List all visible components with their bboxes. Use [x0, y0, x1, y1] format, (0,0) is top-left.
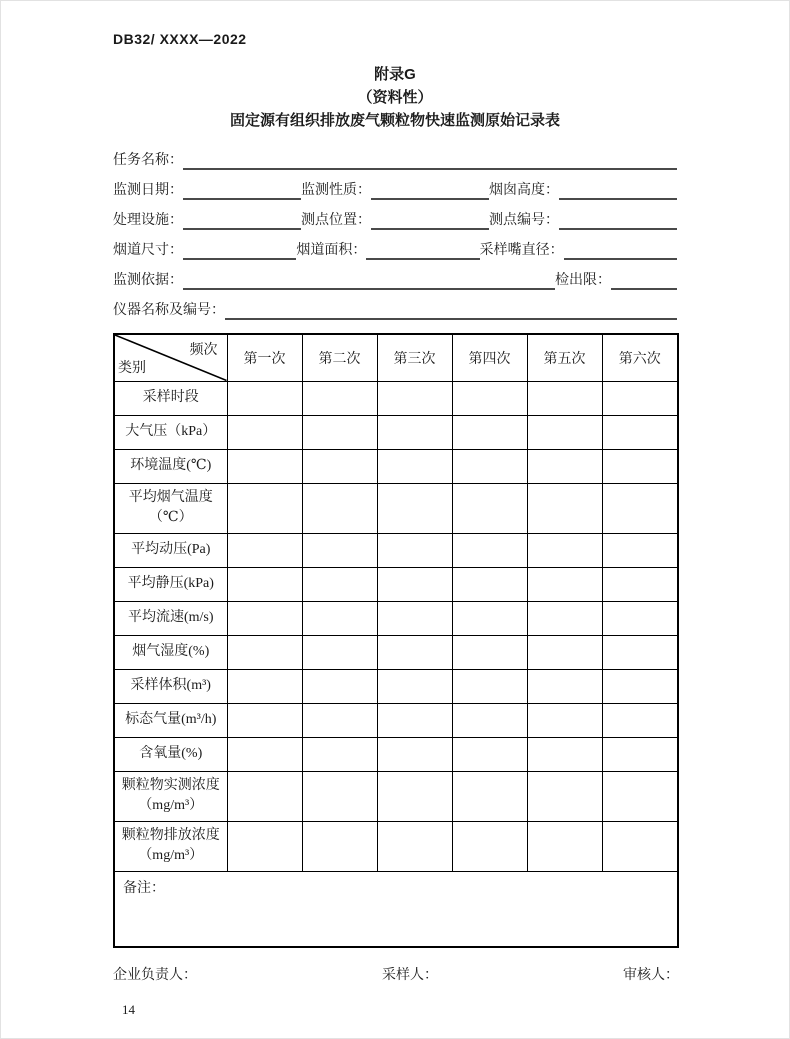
table-cell	[527, 669, 602, 703]
table-row-sampling-period	[114, 381, 678, 415]
row-label: 环境温度(℃)	[114, 449, 227, 483]
stack-height-label: 烟囱高度：	[489, 183, 559, 198]
table-cell	[527, 703, 602, 737]
table-cell	[602, 415, 678, 449]
table-cell	[377, 821, 452, 871]
record-table	[113, 333, 679, 948]
table-cell	[452, 483, 527, 533]
point-number-label: 测点编号：	[489, 213, 559, 228]
table-cell	[452, 415, 527, 449]
table-cell	[377, 483, 452, 533]
point-number-blank	[559, 212, 677, 230]
table-cell	[302, 601, 377, 635]
table-row-flue-gas-humidity	[114, 635, 678, 669]
monitor-nature-label: 监测性质：	[301, 183, 371, 198]
table-row-avg-flue-gas-temperature	[114, 483, 678, 533]
table-cell	[527, 635, 602, 669]
row-label: 平均流速(m/s)	[114, 601, 227, 635]
monitor-date-blank	[183, 182, 301, 200]
table-cell	[377, 669, 452, 703]
monitor-basis-blank	[183, 272, 555, 290]
table-cell	[227, 533, 302, 567]
table-row-ambient-temperature	[114, 449, 678, 483]
page-number: 14	[122, 1002, 135, 1017]
row-label: 颗粒物实测浓度 （mg/m³）	[114, 771, 227, 821]
table-cell	[452, 821, 527, 871]
table-row-oxygen-content	[114, 737, 678, 771]
treatment-facility-blank	[183, 212, 301, 230]
table-cell	[302, 533, 377, 567]
table-row-avg-dynamic-pressure	[114, 533, 678, 567]
table-cell	[452, 381, 527, 415]
table-cell	[302, 703, 377, 737]
table-cell	[227, 449, 302, 483]
table-cell	[377, 381, 452, 415]
table-cell	[452, 737, 527, 771]
table-cell	[377, 703, 452, 737]
nozzle-diameter-blank	[564, 242, 677, 260]
table-cell	[452, 703, 527, 737]
column-header-3: 第三次	[377, 334, 452, 381]
form-title: 固定源有组织排放废气颗粒物快速监测原始记录表	[229, 112, 560, 129]
table-cell	[302, 771, 377, 821]
task-name-blank	[183, 152, 677, 170]
table-cell	[227, 381, 302, 415]
table-cell	[527, 415, 602, 449]
table-cell	[377, 737, 452, 771]
table-cell	[527, 567, 602, 601]
table-row-avg-static-pressure	[114, 567, 678, 601]
table-row-sampling-volume	[114, 669, 678, 703]
table-cell	[377, 567, 452, 601]
duct-size-label: 烟道尺寸：	[113, 243, 183, 258]
monitor-date-label: 监测日期：	[113, 183, 183, 198]
sampler-label: 采样人：	[382, 968, 438, 983]
corner-cell	[114, 334, 227, 381]
table-cell	[302, 381, 377, 415]
table-cell	[227, 821, 302, 871]
row-label: 烟气湿度(%)	[114, 635, 227, 669]
table-cell	[227, 483, 302, 533]
form-header-fields	[113, 148, 677, 320]
form-row-date	[113, 178, 677, 200]
form-row-instrument	[113, 298, 677, 320]
column-header-4: 第四次	[452, 334, 527, 381]
nozzle-diameter-label: 采样嘴直径：	[479, 243, 564, 258]
form-row-treatment	[113, 208, 677, 230]
table-cell	[527, 821, 602, 871]
detection-limit-label: 检出限：	[555, 273, 611, 288]
row-label: 平均烟气温度 （℃）	[114, 483, 227, 533]
table-cell	[452, 533, 527, 567]
table-row-pm-emission-concentration	[114, 821, 678, 871]
row-label: 采样时段	[114, 381, 227, 415]
column-header-6: 第六次	[602, 334, 678, 381]
table-cell	[227, 771, 302, 821]
table-row-pm-measured-concentration	[114, 771, 678, 821]
remark-cell	[114, 871, 678, 947]
table-cell	[227, 567, 302, 601]
table-cell	[602, 483, 678, 533]
row-label: 大气压（kPa）	[114, 415, 227, 449]
duct-area-blank	[366, 242, 479, 260]
doc-code: DB32/ XXXX—2022	[113, 31, 247, 47]
table-cell	[602, 703, 678, 737]
table-cell	[452, 449, 527, 483]
point-location-blank	[371, 212, 489, 230]
point-location-label: 测点位置：	[301, 213, 371, 228]
table-cell	[527, 449, 602, 483]
table-cell	[527, 483, 602, 533]
table-cell	[377, 533, 452, 567]
form-row-duct	[113, 238, 677, 260]
row-label: 颗粒物排放浓度 （mg/m³）	[114, 821, 227, 871]
table-cell	[452, 601, 527, 635]
company-head-label: 企业负责人：	[113, 968, 197, 983]
frequency-label: 频次	[189, 343, 218, 358]
duct-size-blank	[183, 242, 296, 260]
monitor-basis-label: 监测依据：	[113, 273, 183, 288]
table-cell	[602, 533, 678, 567]
table-cell	[452, 567, 527, 601]
form-row-task	[113, 148, 677, 170]
table-cell	[602, 771, 678, 821]
table-cell	[377, 771, 452, 821]
table-cell	[302, 415, 377, 449]
table-cell	[527, 381, 602, 415]
table-row-remark	[114, 871, 678, 947]
reviewer-label: 审核人：	[623, 968, 679, 983]
detection-limit-blank	[611, 272, 677, 290]
table-cell	[452, 771, 527, 821]
table-cell	[377, 449, 452, 483]
table-cell	[227, 703, 302, 737]
table-cell	[602, 821, 678, 871]
table-cell	[302, 821, 377, 871]
table-cell	[227, 415, 302, 449]
table-row-standard-gas-flow	[114, 703, 678, 737]
informative-label: （资料性）	[357, 89, 433, 106]
instrument-label: 仪器名称及编号：	[113, 303, 225, 318]
table-cell	[227, 737, 302, 771]
table-cell	[302, 449, 377, 483]
appendix-title: 附录G	[374, 66, 416, 83]
title-block	[113, 63, 677, 132]
table-cell	[527, 771, 602, 821]
table-cell	[377, 601, 452, 635]
treatment-facility-label: 处理设施：	[113, 213, 183, 228]
table-cell	[527, 737, 602, 771]
row-label: 标态气量(m³/h)	[114, 703, 227, 737]
table-cell	[302, 483, 377, 533]
instrument-blank	[225, 302, 677, 320]
table-cell	[452, 669, 527, 703]
table-cell	[527, 601, 602, 635]
table-cell	[227, 635, 302, 669]
category-label: 类别	[118, 360, 146, 376]
remark-label: 备注：	[123, 880, 165, 896]
table-header-row	[114, 334, 678, 381]
table-cell	[227, 669, 302, 703]
monitor-nature-blank	[371, 182, 489, 200]
table-cell	[602, 449, 678, 483]
table-cell	[302, 567, 377, 601]
duct-area-label: 烟道面积：	[296, 243, 367, 258]
table-cell	[602, 669, 678, 703]
table-cell	[527, 533, 602, 567]
column-header-2: 第二次	[302, 334, 377, 381]
task-name-label: 任务名称：	[113, 153, 183, 168]
column-header-5: 第五次	[527, 334, 602, 381]
stack-height-blank	[559, 182, 677, 200]
table-cell	[302, 669, 377, 703]
table-cell	[227, 601, 302, 635]
document-page	[1, 1, 789, 1018]
signature-row	[113, 964, 679, 984]
table-cell	[302, 737, 377, 771]
table-cell	[602, 601, 678, 635]
row-label: 采样体积(m³)	[114, 669, 227, 703]
table-cell	[452, 635, 527, 669]
table-cell	[302, 635, 377, 669]
table-cell	[602, 737, 678, 771]
table-row-atmospheric-pressure	[114, 415, 678, 449]
form-row-basis	[113, 268, 677, 290]
table-cell	[602, 567, 678, 601]
row-label: 含氧量(%)	[114, 737, 227, 771]
table-row-avg-flow-velocity	[114, 601, 678, 635]
table-cell	[377, 635, 452, 669]
table-cell	[602, 381, 678, 415]
table-cell	[377, 415, 452, 449]
row-label: 平均静压(kPa)	[114, 567, 227, 601]
table-cell	[602, 635, 678, 669]
row-label: 平均动压(Pa)	[114, 533, 227, 567]
column-header-1: 第一次	[227, 334, 302, 381]
